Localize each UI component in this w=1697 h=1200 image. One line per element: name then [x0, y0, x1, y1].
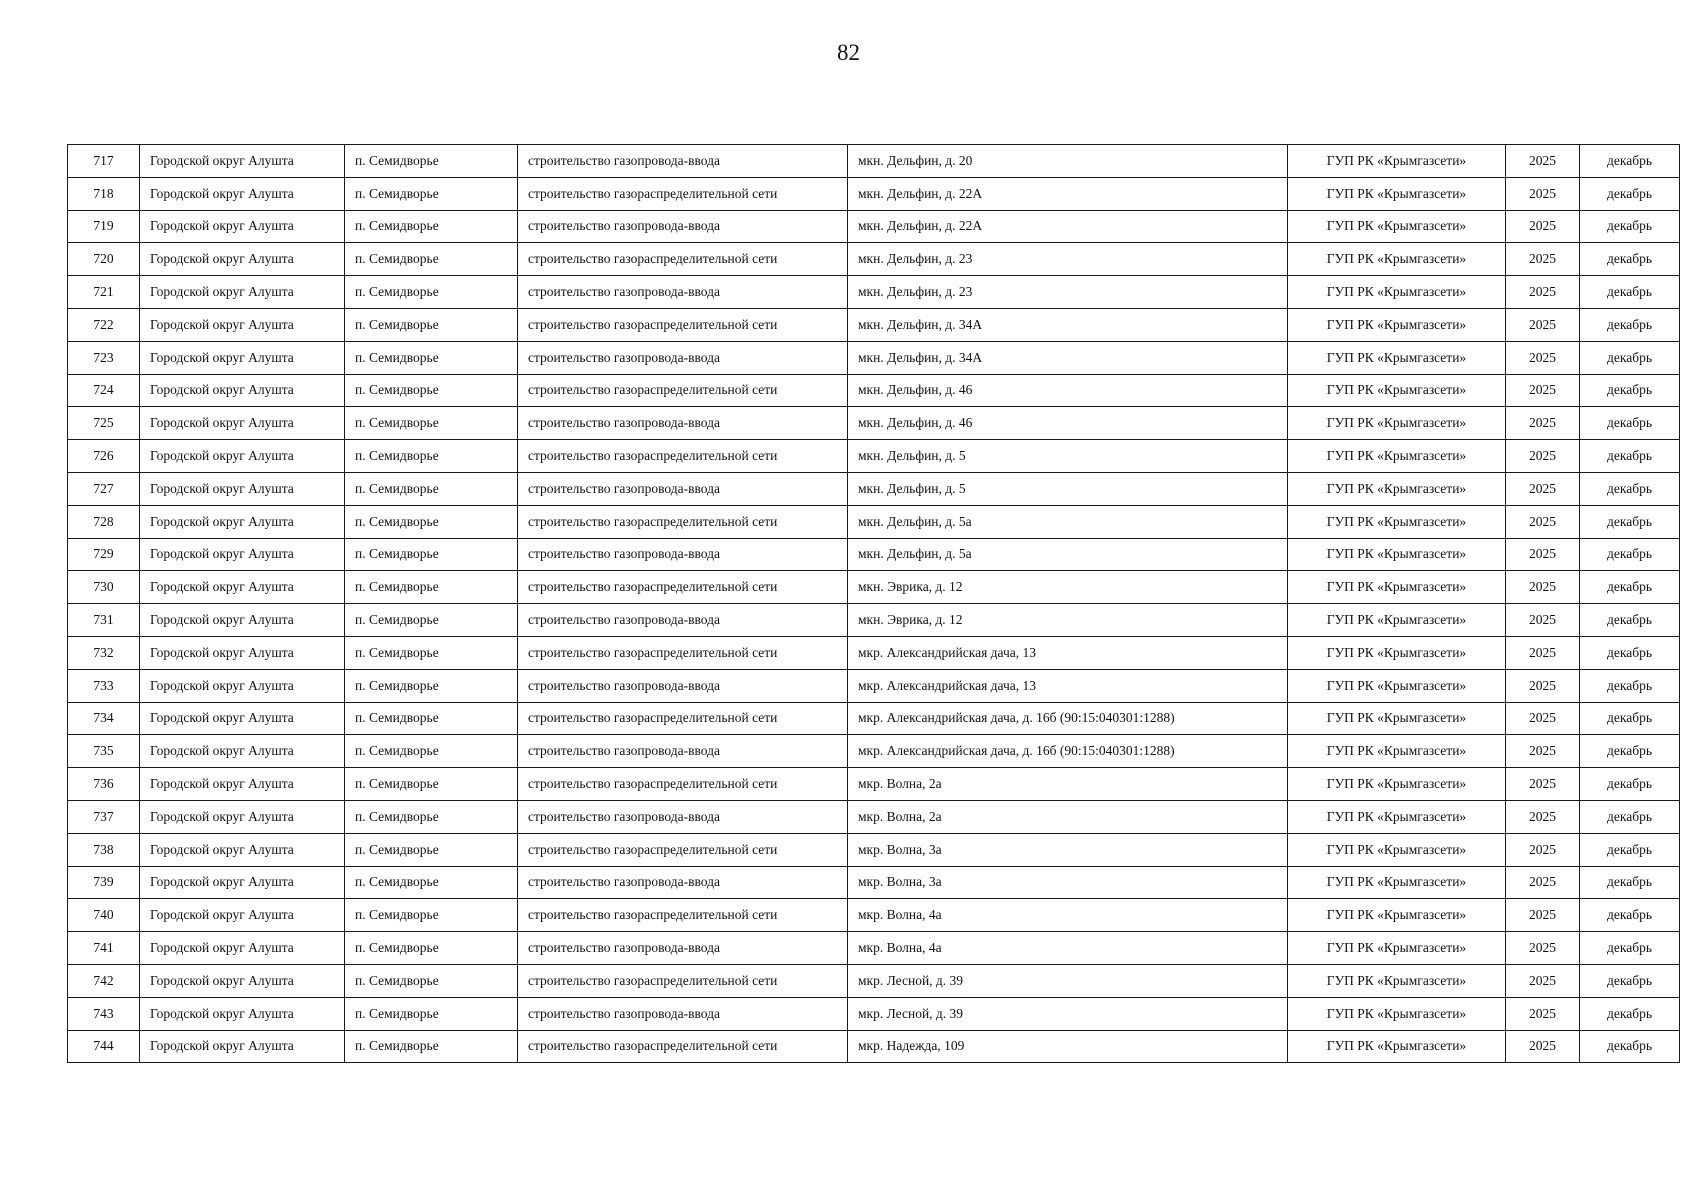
month-cell: декабрь — [1580, 604, 1680, 637]
year-cell: 2025 — [1506, 899, 1580, 932]
row-number-cell: 744 — [68, 1030, 140, 1063]
month-cell: декабрь — [1580, 538, 1680, 571]
address-cell: мкр. Александрийская дача, д. 16б (90:15:040301:1288) — [848, 702, 1288, 735]
year-cell: 2025 — [1506, 669, 1580, 702]
row-number-cell: 727 — [68, 472, 140, 505]
month-cell: декабрь — [1580, 964, 1680, 997]
table-row — [68, 899, 1680, 932]
settlement-cell: п. Семидворье — [345, 276, 518, 309]
address-cell: мкн. Дельфин, д. 22А — [848, 177, 1288, 210]
organization-cell: ГУП РК «Крымгазсети» — [1288, 407, 1506, 440]
month-cell: декабрь — [1580, 210, 1680, 243]
work-type-cell: строительство газораспределительной сети — [518, 768, 848, 801]
table-row — [68, 374, 1680, 407]
settlement-cell: п. Семидворье — [345, 964, 518, 997]
row-number-cell: 729 — [68, 538, 140, 571]
table-row — [68, 932, 1680, 965]
district-cell: Городской округ Алушта — [140, 276, 345, 309]
year-cell: 2025 — [1506, 1030, 1580, 1063]
month-cell: декабрь — [1580, 472, 1680, 505]
district-cell: Городской округ Алушта — [140, 407, 345, 440]
row-number-cell: 721 — [68, 276, 140, 309]
row-number-cell: 723 — [68, 341, 140, 374]
work-type-cell: строительство газораспределительной сети — [518, 243, 848, 276]
organization-cell: ГУП РК «Крымгазсети» — [1288, 505, 1506, 538]
row-number-cell: 717 — [68, 145, 140, 178]
work-type-cell: строительство газораспределительной сети — [518, 177, 848, 210]
district-cell: Городской округ Алушта — [140, 800, 345, 833]
district-cell: Городской округ Алушта — [140, 145, 345, 178]
address-cell: мкн. Дельфин, д. 46 — [848, 407, 1288, 440]
address-cell: мкн. Эврика, д. 12 — [848, 604, 1288, 637]
year-cell: 2025 — [1506, 866, 1580, 899]
table-row — [68, 800, 1680, 833]
row-number-cell: 741 — [68, 932, 140, 965]
table-row — [68, 243, 1680, 276]
organization-cell: ГУП РК «Крымгазсети» — [1288, 177, 1506, 210]
year-cell: 2025 — [1506, 571, 1580, 604]
organization-cell: ГУП РК «Крымгазсети» — [1288, 833, 1506, 866]
work-type-cell: строительство газораспределительной сети — [518, 505, 848, 538]
table-row — [68, 538, 1680, 571]
row-number-cell: 739 — [68, 866, 140, 899]
year-cell: 2025 — [1506, 472, 1580, 505]
organization-cell: ГУП РК «Крымгазсети» — [1288, 145, 1506, 178]
work-type-cell: строительство газопровода-ввода — [518, 932, 848, 965]
address-cell: мкр. Волна, 4а — [848, 899, 1288, 932]
work-type-cell: строительство газораспределительной сети — [518, 636, 848, 669]
table-row — [68, 210, 1680, 243]
work-type-cell: строительство газораспределительной сети — [518, 964, 848, 997]
district-cell: Городской округ Алушта — [140, 768, 345, 801]
work-type-cell: строительство газораспределительной сети — [518, 1030, 848, 1063]
row-number-cell: 738 — [68, 833, 140, 866]
address-cell: мкн. Дельфин, д. 5а — [848, 505, 1288, 538]
settlement-cell: п. Семидворье — [345, 800, 518, 833]
month-cell: декабрь — [1580, 177, 1680, 210]
gasification-schedule-table — [67, 144, 1680, 1063]
organization-cell: ГУП РК «Крымгазсети» — [1288, 702, 1506, 735]
month-cell: декабрь — [1580, 505, 1680, 538]
organization-cell: ГУП РК «Крымгазсети» — [1288, 997, 1506, 1030]
work-type-cell: строительство газораспределительной сети — [518, 702, 848, 735]
district-cell: Городской округ Алушта — [140, 308, 345, 341]
table-row — [68, 276, 1680, 309]
year-cell: 2025 — [1506, 964, 1580, 997]
settlement-cell: п. Семидворье — [345, 669, 518, 702]
address-cell: мкр. Волна, 2а — [848, 800, 1288, 833]
work-type-cell: строительство газопровода-ввода — [518, 210, 848, 243]
row-number-cell: 728 — [68, 505, 140, 538]
row-number-cell: 730 — [68, 571, 140, 604]
address-cell: мкр. Волна, 4а — [848, 932, 1288, 965]
work-type-cell: строительство газопровода-ввода — [518, 341, 848, 374]
month-cell: декабрь — [1580, 735, 1680, 768]
month-cell: декабрь — [1580, 833, 1680, 866]
month-cell: декабрь — [1580, 1030, 1680, 1063]
table-row — [68, 1030, 1680, 1063]
work-type-cell: строительство газопровода-ввода — [518, 472, 848, 505]
settlement-cell: п. Семидворье — [345, 899, 518, 932]
month-cell: декабрь — [1580, 866, 1680, 899]
address-cell: мкн. Дельфин, д. 5 — [848, 440, 1288, 473]
row-number-cell: 733 — [68, 669, 140, 702]
row-number-cell: 740 — [68, 899, 140, 932]
work-type-cell: строительство газопровода-ввода — [518, 735, 848, 768]
year-cell: 2025 — [1506, 702, 1580, 735]
address-cell: мкн. Дельфин, д. 34А — [848, 341, 1288, 374]
address-cell: мкн. Дельфин, д. 5 — [848, 472, 1288, 505]
work-type-cell: строительство газопровода-ввода — [518, 407, 848, 440]
organization-cell: ГУП РК «Крымгазсети» — [1288, 899, 1506, 932]
work-type-cell: строительство газораспределительной сети — [518, 440, 848, 473]
table-row — [68, 997, 1680, 1030]
row-number-cell: 731 — [68, 604, 140, 637]
district-cell: Городской округ Алушта — [140, 472, 345, 505]
settlement-cell: п. Семидворье — [345, 145, 518, 178]
settlement-cell: п. Семидворье — [345, 538, 518, 571]
organization-cell: ГУП РК «Крымгазсети» — [1288, 636, 1506, 669]
table-row — [68, 768, 1680, 801]
organization-cell: ГУП РК «Крымгазсети» — [1288, 308, 1506, 341]
organization-cell: ГУП РК «Крымгазсети» — [1288, 243, 1506, 276]
address-cell: мкр. Волна, 2а — [848, 768, 1288, 801]
settlement-cell: п. Семидворье — [345, 308, 518, 341]
settlement-cell: п. Семидворье — [345, 571, 518, 604]
table-row — [68, 177, 1680, 210]
address-cell: мкн. Дельфин, д. 23 — [848, 276, 1288, 309]
work-type-cell: строительство газопровода-ввода — [518, 538, 848, 571]
year-cell: 2025 — [1506, 636, 1580, 669]
district-cell: Городской округ Алушта — [140, 374, 345, 407]
year-cell: 2025 — [1506, 833, 1580, 866]
month-cell: декабрь — [1580, 571, 1680, 604]
row-number-cell: 726 — [68, 440, 140, 473]
organization-cell: ГУП РК «Крымгазсети» — [1288, 735, 1506, 768]
district-cell: Городской округ Алушта — [140, 243, 345, 276]
year-cell: 2025 — [1506, 997, 1580, 1030]
settlement-cell: п. Семидворье — [345, 407, 518, 440]
table-row — [68, 407, 1680, 440]
settlement-cell: п. Семидворье — [345, 932, 518, 965]
organization-cell: ГУП РК «Крымгазсети» — [1288, 341, 1506, 374]
district-cell: Городской округ Алушта — [140, 997, 345, 1030]
work-type-cell: строительство газопровода-ввода — [518, 800, 848, 833]
district-cell: Городской округ Алушта — [140, 964, 345, 997]
settlement-cell: п. Семидворье — [345, 702, 518, 735]
year-cell: 2025 — [1506, 341, 1580, 374]
table-row — [68, 735, 1680, 768]
table-row — [68, 145, 1680, 178]
work-type-cell: строительство газораспределительной сети — [518, 899, 848, 932]
month-cell: декабрь — [1580, 899, 1680, 932]
district-cell: Городской округ Алушта — [140, 833, 345, 866]
work-type-cell: строительство газопровода-ввода — [518, 669, 848, 702]
organization-cell: ГУП РК «Крымгазсети» — [1288, 538, 1506, 571]
organization-cell: ГУП РК «Крымгазсети» — [1288, 1030, 1506, 1063]
settlement-cell: п. Семидворье — [345, 374, 518, 407]
settlement-cell: п. Семидворье — [345, 1030, 518, 1063]
year-cell: 2025 — [1506, 243, 1580, 276]
year-cell: 2025 — [1506, 177, 1580, 210]
month-cell: декабрь — [1580, 276, 1680, 309]
settlement-cell: п. Семидворье — [345, 768, 518, 801]
year-cell: 2025 — [1506, 735, 1580, 768]
table-row — [68, 833, 1680, 866]
organization-cell: ГУП РК «Крымгазсети» — [1288, 210, 1506, 243]
year-cell: 2025 — [1506, 505, 1580, 538]
district-cell: Городской округ Алушта — [140, 177, 345, 210]
row-number-cell: 732 — [68, 636, 140, 669]
address-cell: мкр. Александрийская дача, 13 — [848, 636, 1288, 669]
work-type-cell: строительство газопровода-ввода — [518, 276, 848, 309]
month-cell: декабрь — [1580, 800, 1680, 833]
settlement-cell: п. Семидворье — [345, 440, 518, 473]
table-row — [68, 440, 1680, 473]
table-body — [68, 145, 1680, 1063]
page-number: 82 — [837, 40, 860, 65]
month-cell: декабрь — [1580, 669, 1680, 702]
year-cell: 2025 — [1506, 308, 1580, 341]
table-row — [68, 571, 1680, 604]
table-row — [68, 505, 1680, 538]
district-cell: Городской округ Алушта — [140, 571, 345, 604]
organization-cell: ГУП РК «Крымгазсети» — [1288, 276, 1506, 309]
settlement-cell: п. Семидворье — [345, 472, 518, 505]
row-number-cell: 737 — [68, 800, 140, 833]
district-cell: Городской округ Алушта — [140, 505, 345, 538]
year-cell: 2025 — [1506, 538, 1580, 571]
month-cell: декабрь — [1580, 407, 1680, 440]
year-cell: 2025 — [1506, 210, 1580, 243]
address-cell: мкр. Лесной, д. 39 — [848, 964, 1288, 997]
row-number-cell: 718 — [68, 177, 140, 210]
address-cell: мкр. Лесной, д. 39 — [848, 997, 1288, 1030]
year-cell: 2025 — [1506, 276, 1580, 309]
month-cell: декабрь — [1580, 341, 1680, 374]
month-cell: декабрь — [1580, 932, 1680, 965]
year-cell: 2025 — [1506, 604, 1580, 637]
table-row — [68, 472, 1680, 505]
table-row — [68, 964, 1680, 997]
settlement-cell: п. Семидворье — [345, 997, 518, 1030]
row-number-cell: 736 — [68, 768, 140, 801]
year-cell: 2025 — [1506, 145, 1580, 178]
settlement-cell: п. Семидворье — [345, 341, 518, 374]
organization-cell: ГУП РК «Крымгазсети» — [1288, 571, 1506, 604]
organization-cell: ГУП РК «Крымгазсети» — [1288, 800, 1506, 833]
district-cell: Городской округ Алушта — [140, 702, 345, 735]
row-number-cell: 720 — [68, 243, 140, 276]
address-cell: мкн. Эврика, д. 12 — [848, 571, 1288, 604]
organization-cell: ГУП РК «Крымгазсети» — [1288, 866, 1506, 899]
year-cell: 2025 — [1506, 374, 1580, 407]
table-row — [68, 669, 1680, 702]
district-cell: Городской округ Алушта — [140, 899, 345, 932]
settlement-cell: п. Семидворье — [345, 505, 518, 538]
work-type-cell: строительство газораспределительной сети — [518, 374, 848, 407]
settlement-cell: п. Семидворье — [345, 604, 518, 637]
table-row — [68, 702, 1680, 735]
table-row — [68, 866, 1680, 899]
address-cell: мкр. Надежда, 109 — [848, 1030, 1288, 1063]
district-cell: Городской округ Алушта — [140, 636, 345, 669]
month-cell: декабрь — [1580, 768, 1680, 801]
organization-cell: ГУП РК «Крымгазсети» — [1288, 472, 1506, 505]
organization-cell: ГУП РК «Крымгазсети» — [1288, 669, 1506, 702]
year-cell: 2025 — [1506, 932, 1580, 965]
settlement-cell: п. Семидворье — [345, 636, 518, 669]
district-cell: Городской округ Алушта — [140, 440, 345, 473]
table-row — [68, 604, 1680, 637]
work-type-cell: строительство газораспределительной сети — [518, 571, 848, 604]
settlement-cell: п. Семидворье — [345, 210, 518, 243]
district-cell: Городской округ Алушта — [140, 604, 345, 637]
settlement-cell: п. Семидворье — [345, 866, 518, 899]
work-type-cell: строительство газораспределительной сети — [518, 833, 848, 866]
organization-cell: ГУП РК «Крымгазсети» — [1288, 440, 1506, 473]
district-cell: Городской округ Алушта — [140, 538, 345, 571]
district-cell: Городской округ Алушта — [140, 669, 345, 702]
row-number-cell: 742 — [68, 964, 140, 997]
month-cell: декабрь — [1580, 997, 1680, 1030]
organization-cell: ГУП РК «Крымгазсети» — [1288, 374, 1506, 407]
year-cell: 2025 — [1506, 800, 1580, 833]
row-number-cell: 735 — [68, 735, 140, 768]
month-cell: декабрь — [1580, 374, 1680, 407]
address-cell: мкн. Дельфин, д. 34А — [848, 308, 1288, 341]
row-number-cell: 734 — [68, 702, 140, 735]
address-cell: мкр. Волна, 3а — [848, 866, 1288, 899]
month-cell: декабрь — [1580, 145, 1680, 178]
row-number-cell: 725 — [68, 407, 140, 440]
organization-cell: ГУП РК «Крымгазсети» — [1288, 932, 1506, 965]
address-cell: мкр. Волна, 3а — [848, 833, 1288, 866]
address-cell: мкн. Дельфин, д. 5а — [848, 538, 1288, 571]
year-cell: 2025 — [1506, 407, 1580, 440]
address-cell: мкр. Александрийская дача, 13 — [848, 669, 1288, 702]
address-cell: мкр. Александрийская дача, д. 16б (90:15:040301:1288) — [848, 735, 1288, 768]
row-number-cell: 724 — [68, 374, 140, 407]
address-cell: мкн. Дельфин, д. 20 — [848, 145, 1288, 178]
district-cell: Городской округ Алушта — [140, 341, 345, 374]
work-type-cell: строительство газопровода-ввода — [518, 997, 848, 1030]
row-number-cell: 722 — [68, 308, 140, 341]
district-cell: Городской округ Алушта — [140, 932, 345, 965]
district-cell: Городской округ Алушта — [140, 210, 345, 243]
organization-cell: ГУП РК «Крымгазсети» — [1288, 604, 1506, 637]
row-number-cell: 719 — [68, 210, 140, 243]
district-cell: Городской округ Алушта — [140, 1030, 345, 1063]
work-type-cell: строительство газопровода-ввода — [518, 866, 848, 899]
table-row — [68, 636, 1680, 669]
work-type-cell: строительство газопровода-ввода — [518, 145, 848, 178]
organization-cell: ГУП РК «Крымгазсети» — [1288, 964, 1506, 997]
month-cell: декабрь — [1580, 308, 1680, 341]
address-cell: мкн. Дельфин, д. 23 — [848, 243, 1288, 276]
year-cell: 2025 — [1506, 768, 1580, 801]
month-cell: декабрь — [1580, 440, 1680, 473]
settlement-cell: п. Семидворье — [345, 833, 518, 866]
settlement-cell: п. Семидворье — [345, 177, 518, 210]
work-type-cell: строительство газопровода-ввода — [518, 604, 848, 637]
address-cell: мкн. Дельфин, д. 46 — [848, 374, 1288, 407]
settlement-cell: п. Семидворье — [345, 243, 518, 276]
settlement-cell: п. Семидворье — [345, 735, 518, 768]
district-cell: Городской округ Алушта — [140, 735, 345, 768]
table-row — [68, 341, 1680, 374]
organization-cell: ГУП РК «Крымгазсети» — [1288, 768, 1506, 801]
month-cell: декабрь — [1580, 243, 1680, 276]
address-cell: мкн. Дельфин, д. 22А — [848, 210, 1288, 243]
year-cell: 2025 — [1506, 440, 1580, 473]
table-row — [68, 308, 1680, 341]
month-cell: декабрь — [1580, 636, 1680, 669]
row-number-cell: 743 — [68, 997, 140, 1030]
work-type-cell: строительство газораспределительной сети — [518, 308, 848, 341]
district-cell: Городской округ Алушта — [140, 866, 345, 899]
month-cell: декабрь — [1580, 702, 1680, 735]
